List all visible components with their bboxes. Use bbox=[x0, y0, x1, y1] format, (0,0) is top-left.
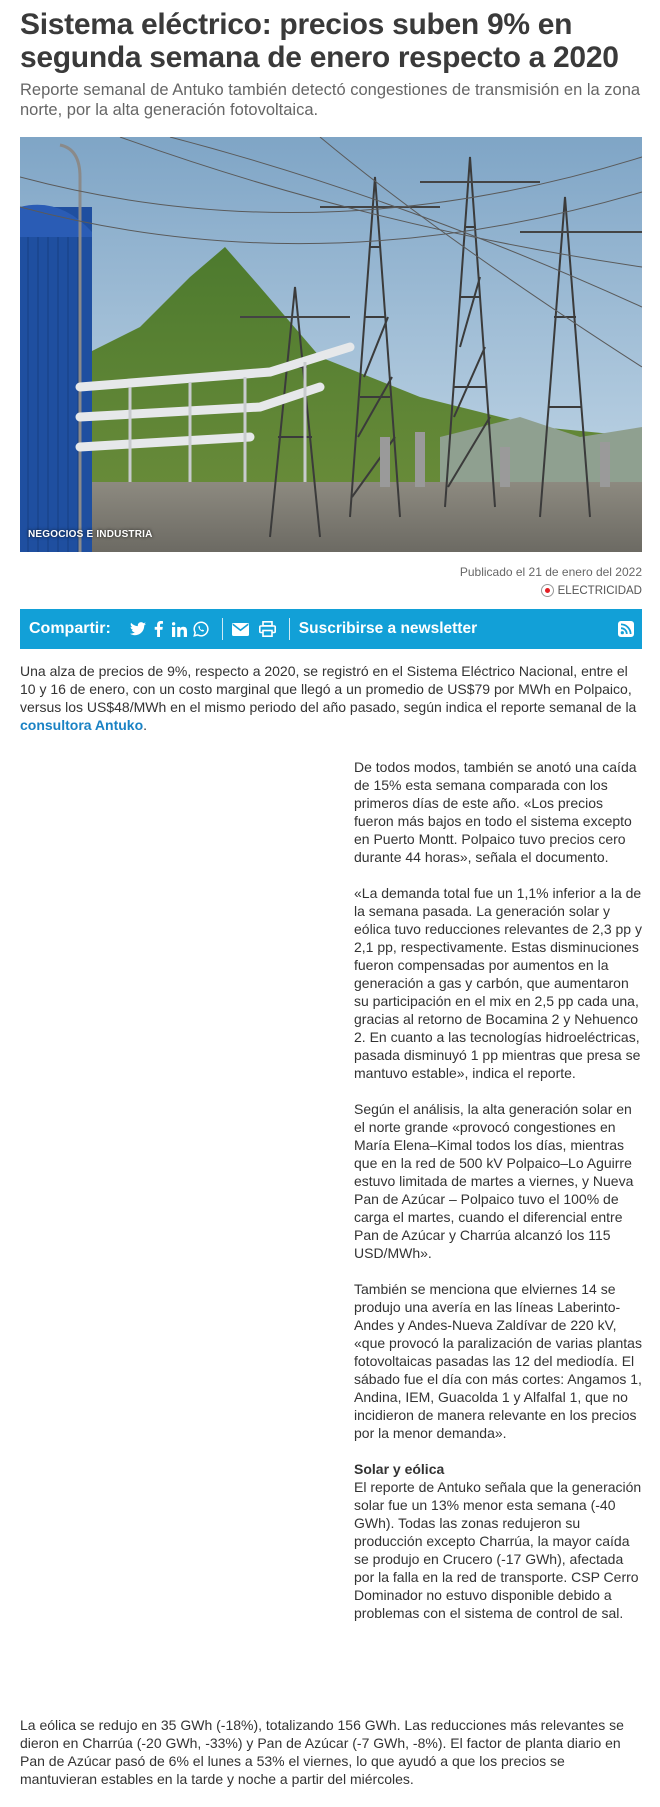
body-paragraph: También se menciona que elviernes 14 se produjo una avería en las líneas Laberinto-Andes y Andes-Nueva Zaldívar de 220 kV, «que provocó la paralización de varias plantas fotovoltaicas pasadas las 12 del mediodía. El sábado fue el día con más cortes: Angamos 1, Andina, IEM, Guacolda 1 y Alfalfal 1, que no incidieron de manera relevante en los precios por la menor demanda». bbox=[354, 1281, 642, 1441]
category-dot-icon bbox=[541, 584, 554, 597]
antuko-link[interactable]: consultora Antuko bbox=[20, 717, 144, 733]
lead-end: . bbox=[143, 717, 148, 733]
publish-date: Publicado el 21 de enero del 2022 bbox=[459, 565, 642, 579]
article-column bbox=[354, 758, 644, 1640]
article-subtitle: Reporte semanal de Antuko también detectó congestiones de transmisión en la zona norte, por la alta generación fotovoltaica. bbox=[20, 81, 641, 119]
print-icon[interactable] bbox=[259, 620, 277, 638]
body-paragraph: «La demanda total fue un 1,1% inferior a la de la semana pasada. La generación solar y eólica tuvo reducciones relevantes de 2,3 pp y 2,1 pp, respectivamente. Estas disminuciones fueron compensadas por aumentos en la generación a gas y carbón, que aumentaron su participación en el mix en 2,5 pp cada una, gracias al retorno de Bocamina 2 y Nehuenco 2. En cuanto a las tecnologías hidroeléctricas, pasada disminuyó 1 pp mientras que presa se mantuvo estable», indica el reporte. bbox=[354, 885, 642, 1081]
share-bar bbox=[20, 609, 642, 649]
section-heading: Solar y eólica bbox=[354, 1461, 445, 1477]
share-label: Compartir: bbox=[29, 620, 111, 637]
category-tag[interactable] bbox=[541, 584, 642, 597]
newsletter-subscribe-link[interactable]: Suscribirse a newsletter bbox=[298, 620, 478, 637]
body-paragraph: La eólica se redujo en 35 GWh (-18%), totalizando 156 GWh. Las reducciones más relevantes se dieron en Charrúa (-20 GWh, -33%) y Pan de Azúcar (-7 GWh, -8%). El factor de planta diario en Pan de Azúcar pasó de 6% el lunes a 53% el viernes, lo que ayudó a que los precios se mantuvieran estables en la tarde y noche a partir del miércoles. bbox=[20, 1717, 624, 1787]
twitter-icon[interactable] bbox=[129, 620, 147, 638]
substation-illustration bbox=[20, 137, 642, 552]
email-icon[interactable] bbox=[232, 620, 250, 638]
article-title: Sistema eléctrico: precios suben 9% en segunda semana de enero respecto a 2020 bbox=[20, 8, 619, 74]
lead-paragraph bbox=[20, 662, 642, 734]
body-paragraph: Según el análisis, la alta generación solar en el norte grande «provocó congestiones en María Elena–Kimal todos los días, mientras que en la red de 500 kV Polpaico–Lo Aguirre estuvo limitada de martes a viernes, y Nueva Pan de Azúcar – Polpaico tuvo el 100% de carga el martes, cuando el diferencial entre Pan de Azúcar y Charrúa alcanzó los 115 USD/MWh». bbox=[354, 1101, 634, 1261]
facebook-icon[interactable] bbox=[150, 620, 168, 638]
image-section-tag: NEGOCIOS E INDUSTRIA bbox=[28, 529, 153, 540]
share-divider bbox=[289, 618, 290, 640]
whatsapp-icon[interactable] bbox=[192, 620, 210, 638]
category-label: ELECTRICIDAD bbox=[557, 584, 642, 597]
lead-text: Una alza de precios de 9%, respecto a 2020, se registró en el Sistema Eléctrico Nacional, entre el 10 y 16 de enero, con un costo marginal que llegó a un promedio de US$79 por MWh en Polpaico, versus los US$48/MWh en el mismo periodo del año pasado, según indica el reporte semanal de la bbox=[20, 663, 637, 715]
body-paragraph: De todos modos, también se anotó una caída de 15% esta semana comparada con los primeros días de este año. «Los precios fueron más bajos en todo el sistema excepto en Puerto Montt. Polpaico tuvo precios cero durante 44 horas», señala el documento. bbox=[354, 759, 637, 865]
share-divider bbox=[222, 618, 223, 640]
hero-image bbox=[20, 137, 642, 552]
rss-icon[interactable] bbox=[618, 621, 634, 642]
body-paragraph: El reporte de Antuko señala que la generación solar fue un 13% menor esta semana (-40 GWh). Todas las zonas redujeron su producción excepto Charrúa, la mayor caída se produjo en Crucero (-17 GWh), afectada por la falla en la red de transporte. CSP Cerro Dominador no estuvo disponible debido a problemas con el sistema de control de sal. bbox=[354, 1479, 642, 1621]
linkedin-icon[interactable] bbox=[171, 620, 189, 638]
